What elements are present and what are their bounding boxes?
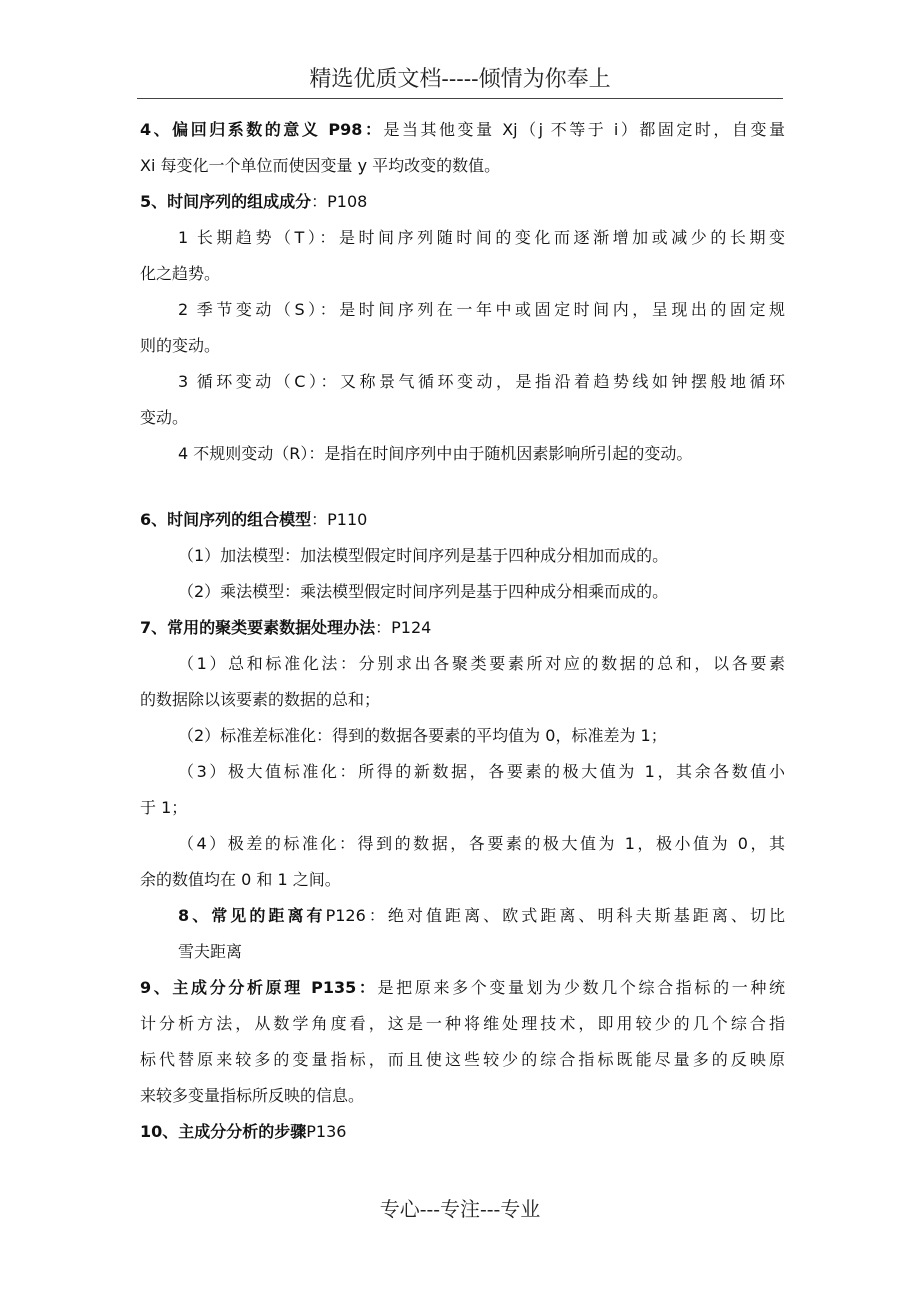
- section-4-heading: 4、偏回归系数的意义 P98：: [140, 120, 384, 139]
- section-5-item-1-line-1: 1 长期趋势（T）：是时间序列随时间的变化而逐渐增加或减少的长期变: [178, 228, 785, 247]
- section-7-title: [140, 610, 785, 646]
- section-5-heading: 5、时间序列的组成成分: [140, 192, 312, 211]
- section-9-heading: 9、主成分分析原理 P135：: [140, 978, 378, 997]
- section-6-heading: 6、时间序列的组合模型: [140, 510, 312, 529]
- section-4-text: 是当其他变量 Xj（j 不等于 i）都固定时，自变量: [383, 120, 785, 139]
- section-7-item-2: （2）标准差标准化：得到的数据各要素的平均值为 0，标准差为 1；: [178, 726, 667, 745]
- section-5-item-3-line-1: 3 循环变动（C）：又称景气循环变动，是指沿着趋势线如钟摆般地循环: [178, 372, 785, 391]
- section-5-title: [140, 184, 785, 220]
- section-9-line-2: 计分析方法，从数学角度看，这是一种将维处理技术，即用较少的几个综合指: [140, 1014, 785, 1033]
- section-9-line-4: 来较多变量指标所反映的信息。: [140, 1086, 365, 1105]
- section-4-line-1: [140, 112, 785, 148]
- section-5-item-1-line-2: 化之趋势。: [140, 264, 221, 283]
- section-8-text: P126：绝对值距离、欧式距离、明科夫斯基距离、切比: [325, 906, 785, 925]
- section-8-line-1: [140, 898, 785, 934]
- section-10-title: [140, 1114, 785, 1150]
- section-7-page-ref: ：P124: [375, 618, 432, 637]
- section-10-page-ref: P136: [306, 1122, 347, 1141]
- section-7-heading: 7、常用的聚类要素数据处理办法: [140, 618, 376, 637]
- section-5-item-2-line-1: 2 季节变动（S）：是时间序列在一年中或固定时间内，呈现出的固定规: [178, 300, 785, 319]
- page-content: [140, 112, 785, 1150]
- section-8-heading: 8、常见的距离有: [178, 906, 326, 925]
- page-footer: 专心---专注---专业: [379, 1197, 541, 1221]
- section-7-item-1-line-2: 的数据除以该要素的数据的总和；: [140, 690, 381, 709]
- section-5-page-ref: ：P108: [311, 192, 368, 211]
- section-4-line-2: Xi 每变化一个单位而使因变量 y 平均改变的数值。: [140, 156, 501, 175]
- section-7-item-1-line-1: （1）总和标准化法：分别求出各聚类要素所对应的数据的总和，以各要素: [178, 654, 785, 673]
- section-9-line-1: [140, 970, 785, 1006]
- section-8-line-2: 雪夫距离: [178, 942, 243, 961]
- section-10-heading: 10、主成分分析的步骤: [140, 1122, 307, 1141]
- section-5-item-2-line-2: 则的变动。: [140, 336, 221, 355]
- section-7-item-3-line-1: （3）极大值标准化：所得的新数据，各要素的极大值为 1，其余各数值小: [178, 762, 785, 781]
- section-7-item-3-line-2: 于 1；: [140, 798, 188, 817]
- section-6-title: [140, 502, 785, 538]
- section-6-item-2: （2）乘法模型：乘法模型假定时间序列是基于四种成分相乘而成的。: [178, 582, 669, 601]
- paragraph-gap: [140, 472, 785, 502]
- section-5-item-4: 4 不规则变动（R）：是指在时间序列中由于随机因素影响所引起的变动。: [178, 444, 693, 463]
- section-7-item-4-line-1: （4）极差的标准化：得到的数据，各要素的极大值为 1，极小值为 0，其: [178, 834, 785, 853]
- section-6-item-1: （1）加法模型：加法模型假定时间序列是基于四种成分相加而成的。: [178, 546, 669, 565]
- section-9-line-3: 标代替原来较多的变量指标，而且使这些较少的综合指标既能尽量多的反映原: [140, 1050, 785, 1069]
- section-5-item-3-line-2: 变动。: [140, 408, 189, 427]
- section-9-text: 是把原来多个变量划为少数几个综合指标的一种统: [377, 978, 785, 997]
- page-header: 精选优质文档-----倾情为你奉上: [137, 62, 783, 99]
- section-6-page-ref: ：P110: [311, 510, 368, 529]
- section-7-item-4-line-2: 余的数值均在 0 和 1 之间。: [140, 870, 341, 889]
